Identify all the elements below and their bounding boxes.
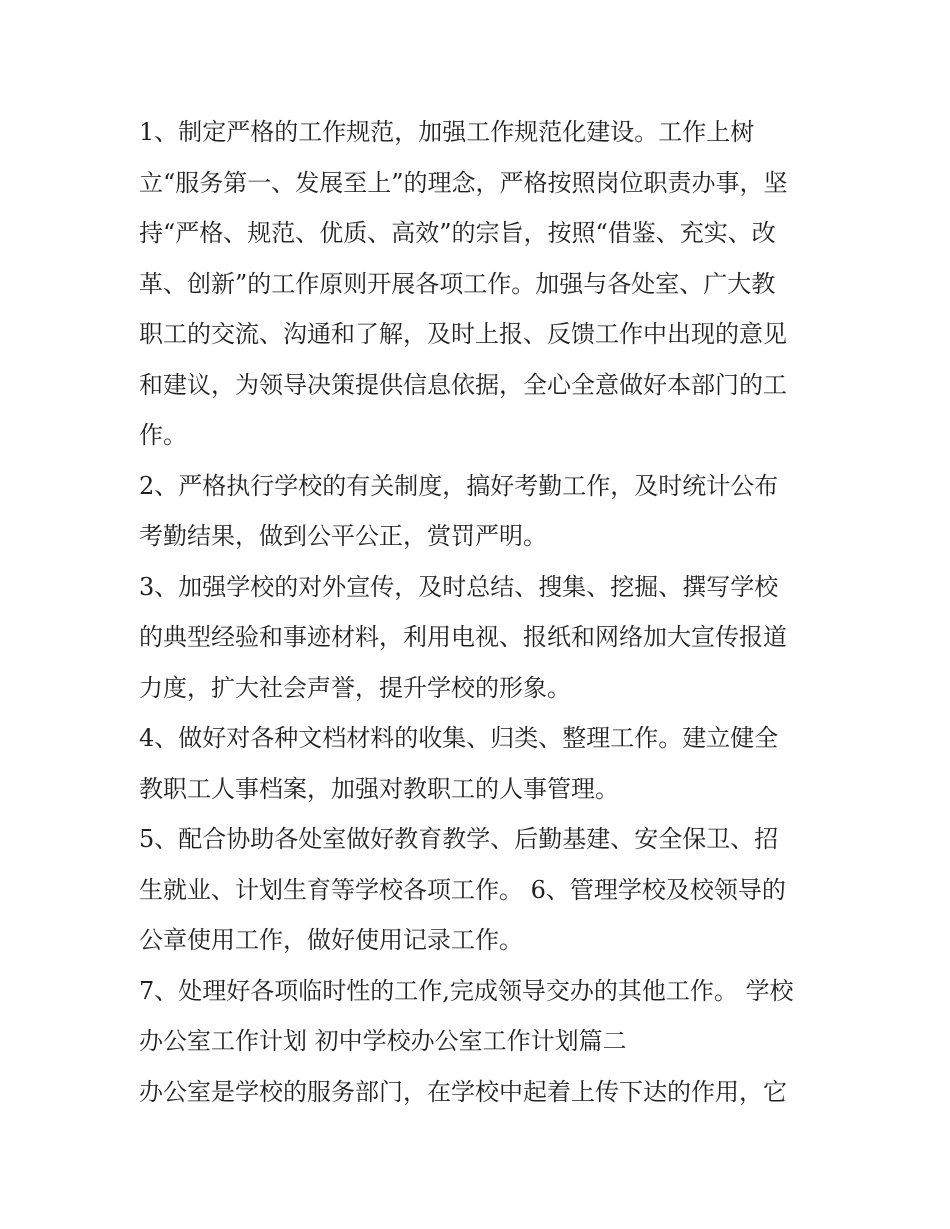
text-line: 的典型经验和事迹材料，利用电视、报纸和网络加大宣传报道	[139, 623, 787, 651]
text-line: 考勤结果，做到公平公正，赏罚严明。	[139, 522, 547, 550]
text-line: 力度，扩大社会声誉，提升学校的形象。	[139, 673, 571, 702]
text-line: 3、加强学校的对外宣传，及时总结、搜集、挖掘、撰写学校	[139, 572, 779, 601]
text-line: 4、做好对各种文档材料的收集、归类、整理工作。建立健全	[139, 724, 779, 752]
text-line: 立“服务第一、发展至上”的理念，严格按照岗位职责办事，坚	[139, 168, 788, 197]
text-line: 7、处理好各项临时性的工作,完成领导交办的其他工作。 学校	[139, 976, 794, 1005]
text-line: 职工的交流、沟通和了解，及时上报、反馈工作中出现的意见	[139, 320, 787, 348]
text-line: 5、配合协助各处室做好教育教学、后勤基建、安全保卫、招	[139, 825, 779, 853]
text-line: 持“严格、规范、优质、高效”的宗旨，按照“借鉴、充实、改	[139, 219, 776, 247]
text-line: 革、创新”的工作原则开展各项工作。加强与各处室、广大教	[139, 269, 776, 298]
document-body	[139, 107, 819, 1117]
text-line: 2、严格执行学校的有关制度，搞好考勤工作，及时统计公布	[139, 471, 779, 500]
text-line: 办公室工作计划 初中学校办公室工作计划篇二	[139, 1027, 627, 1055]
text-line: 作。	[139, 421, 187, 449]
text-line: 办公室是学校的服务部门，在学校中起着上传下达的作用，它	[139, 1077, 787, 1106]
text-line: 教职工人事档案，加强对教职工的人事管理。	[139, 774, 619, 803]
text-line: 1、制定严格的工作规范，加强工作规范化建设。工作上树	[139, 118, 755, 146]
text-line: 生就业、计划生育等学校各项工作。 6、管理学校及校领导的	[139, 875, 786, 904]
text-line: 公章使用工作，做好使用记录工作。	[139, 926, 523, 954]
text-line: 和建议，为领导决策提供信息依据，全心全意做好本部门的工	[139, 370, 787, 399]
